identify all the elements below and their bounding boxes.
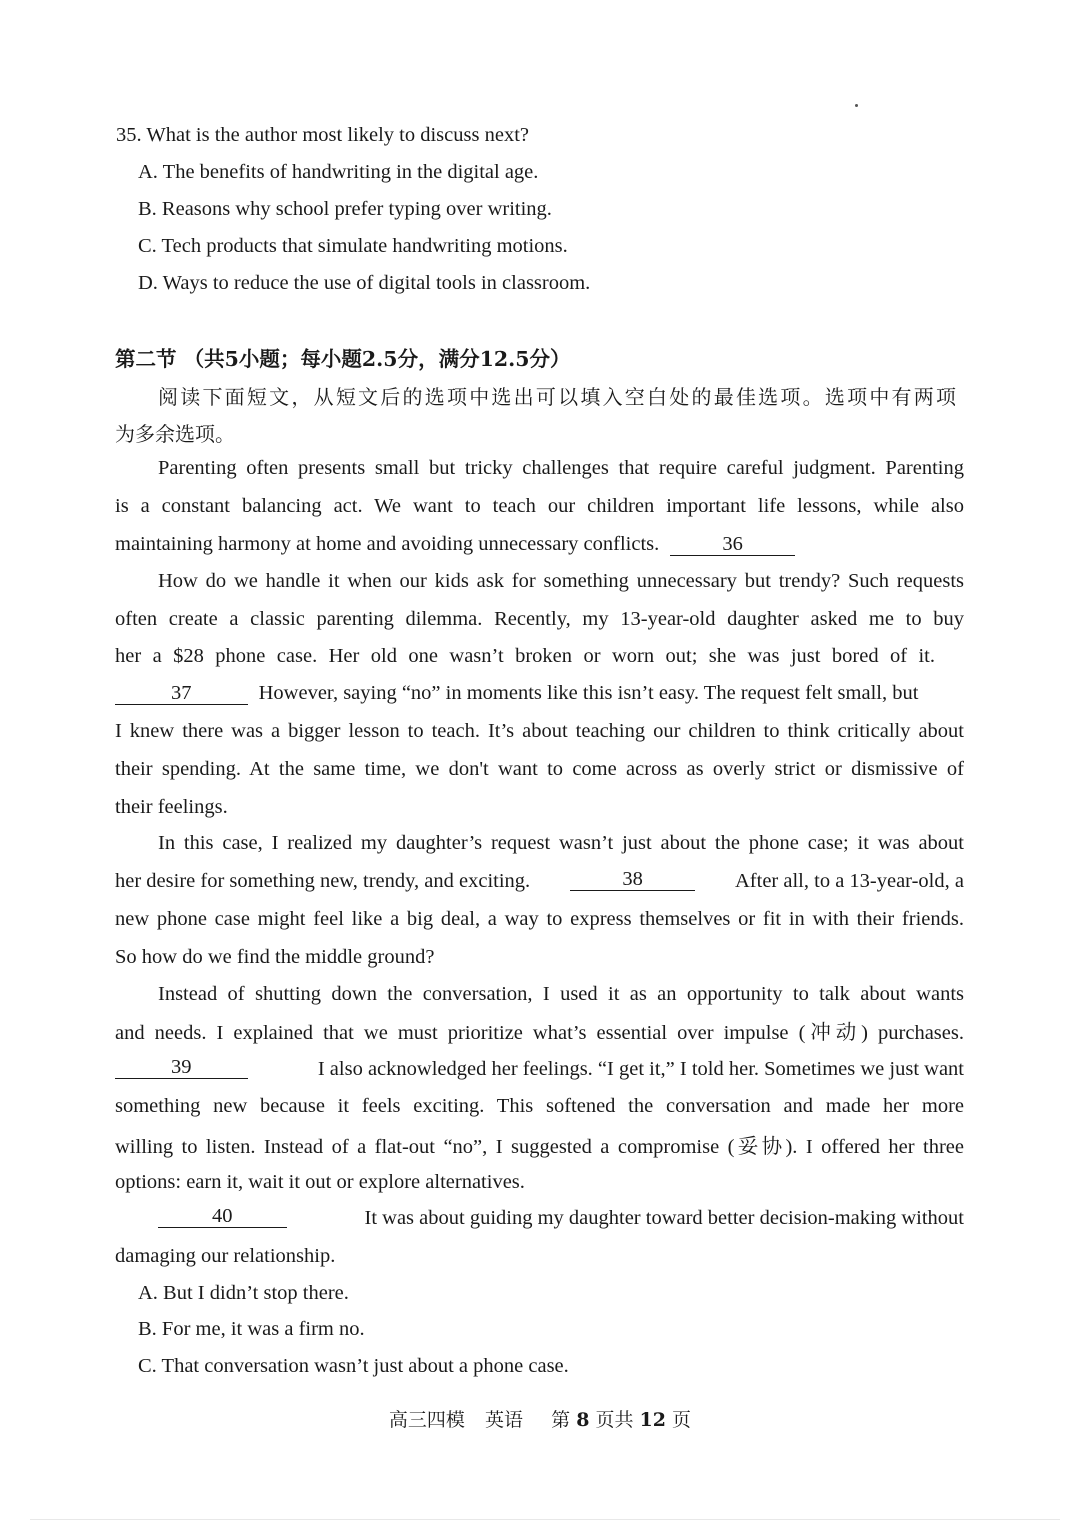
footer-page-total: 12 [639, 1409, 666, 1431]
passage-p3-line-3: new phone case might feel like a big deal, a way to express themselves or fit in with their friends. [115, 908, 964, 930]
blank-36-number: 36 [722, 533, 743, 555]
passage-p3-line-1: In this case, I realized my daughter’s request wasn’t just about the phone case; it was about [158, 832, 964, 854]
choice-b: B. For me, it was a firm no. [138, 1318, 365, 1340]
passage-p4-line-1: Instead of shutting down the conversation, I used it as an opportunity to talk about wants [158, 983, 964, 1005]
question-35-option-d: D. Ways to reduce the use of digital tools in classroom. [138, 272, 591, 294]
question-35-stem: 35. What is the author most likely to discuss next? [116, 124, 529, 146]
blank-39-number: 39 [171, 1056, 192, 1078]
passage-p4-line-2: and needs. I explained that we must prioritize what’s essential over impulse (冲动) purchases. [115, 1022, 964, 1044]
passage-p2-line-4 [115, 680, 918, 706]
passage-p2-line-1: How do we handle it when our kids ask for something unnecessary but trendy? Such requests [158, 570, 964, 592]
blank-37-number: 37 [171, 682, 192, 704]
footer-exam: 高三四模 [388, 1409, 465, 1431]
scan-bottom-edge [30, 1519, 1060, 1520]
passage-p2-line-2: often create a classic parenting dilemma. Recently, my 13-year-old daughter asked me to buy [115, 608, 964, 630]
blank-40-number: 40 [212, 1205, 233, 1227]
question-35-option-a: A. The benefits of handwriting in the digital age. [138, 161, 539, 183]
footer-page-number: 8 [576, 1409, 590, 1431]
blank-38-number: 38 [622, 868, 643, 890]
passage-p2-line-4-text: However, saying “no” in moments like this isn’t easy. The request felt small, but [258, 682, 919, 704]
section-instruction-line-1: 阅读下面短文，从短文后的选项中选出可以填入空白处的最佳选项。选项中有两项 [158, 385, 956, 409]
footer-page-mid: 页共 [595, 1409, 634, 1431]
blank-39[interactable] [115, 1056, 248, 1079]
choice-c: C. That conversation wasn’t just about a phone case. [138, 1355, 569, 1377]
blank-38[interactable] [570, 868, 695, 891]
passage-p1-line-3 [115, 531, 795, 557]
passage-p2-line-5: I knew there was a bigger lesson to teach. It’s about teaching our children to think critically about [115, 720, 964, 742]
passage-p2-line-6: their spending. At the same time, we don't want to come across as overly strict or dismissive of [115, 758, 964, 780]
blank-36[interactable] [670, 533, 795, 556]
passage-p1-line-1: Parenting often presents small but tricky challenges that require careful judgment. Parenting [158, 457, 964, 479]
footer-page-prefix: 第 [551, 1409, 571, 1431]
passage-p4-line-5: willing to listen. Instead of a flat-out “no”, I suggested a compromise (妥协). I offered her three [115, 1136, 964, 1158]
passage-p5-line-2: damaging our relationship. [115, 1245, 336, 1267]
passage-p4-line-3 [115, 1056, 964, 1082]
section-heading: 第二节 （共5小题；每小题2.5分，满分12.5分） [115, 347, 571, 371]
footer-subject: 英语 [485, 1409, 524, 1431]
passage-p3-line-4: So how do we find the middle ground? [115, 946, 435, 968]
footer-page-suffix: 页 [672, 1409, 692, 1431]
blank-40[interactable] [158, 1205, 287, 1228]
section-instruction-line-2: 为多余选项。 [115, 422, 235, 446]
passage-p4-line-6: options: earn it, wait it out or explore alternatives. [115, 1171, 525, 1193]
choice-a: A. But I didn’t stop there. [138, 1282, 349, 1304]
question-35-option-c: C. Tech products that simulate handwriting motions. [138, 235, 568, 257]
passage-p4-line-4: something new because it feels exciting. This softened the conversation and made her more [115, 1095, 964, 1117]
page-footer [0, 1407, 1080, 1433]
passage-p2-line-3: her a $28 phone case. Her old one wasn’t broken or worn out; she was just bored of it. [115, 645, 935, 667]
passage-p3-line-2a: her desire for something new, trendy, and exciting. [115, 870, 531, 892]
question-35-option-b: B. Reasons why school prefer typing over writing. [138, 198, 552, 220]
passage-p3-line-2b: After all, to a 13-year-old, a [735, 870, 964, 892]
passage-p1-line-2: is a constant balancing act. We want to teach our children important life lessons, while also [115, 495, 964, 517]
passage-p5-line-1 [158, 1205, 964, 1231]
passage-p5-line-1-text: It was about guiding my daughter toward better decision-making without [364, 1207, 964, 1229]
passage-p4-line-3-text: I also acknowledged her feelings. “I get it,” I told her. Sometimes we just want [317, 1058, 964, 1080]
passage-p3-line-2 [115, 868, 964, 894]
passage-p1-line-3-text: maintaining harmony at home and avoiding unnecessary conflicts. [115, 533, 660, 555]
passage-p2-line-7: their feelings. [115, 796, 228, 818]
blank-37[interactable] [115, 682, 248, 705]
scan-speck [855, 104, 858, 107]
